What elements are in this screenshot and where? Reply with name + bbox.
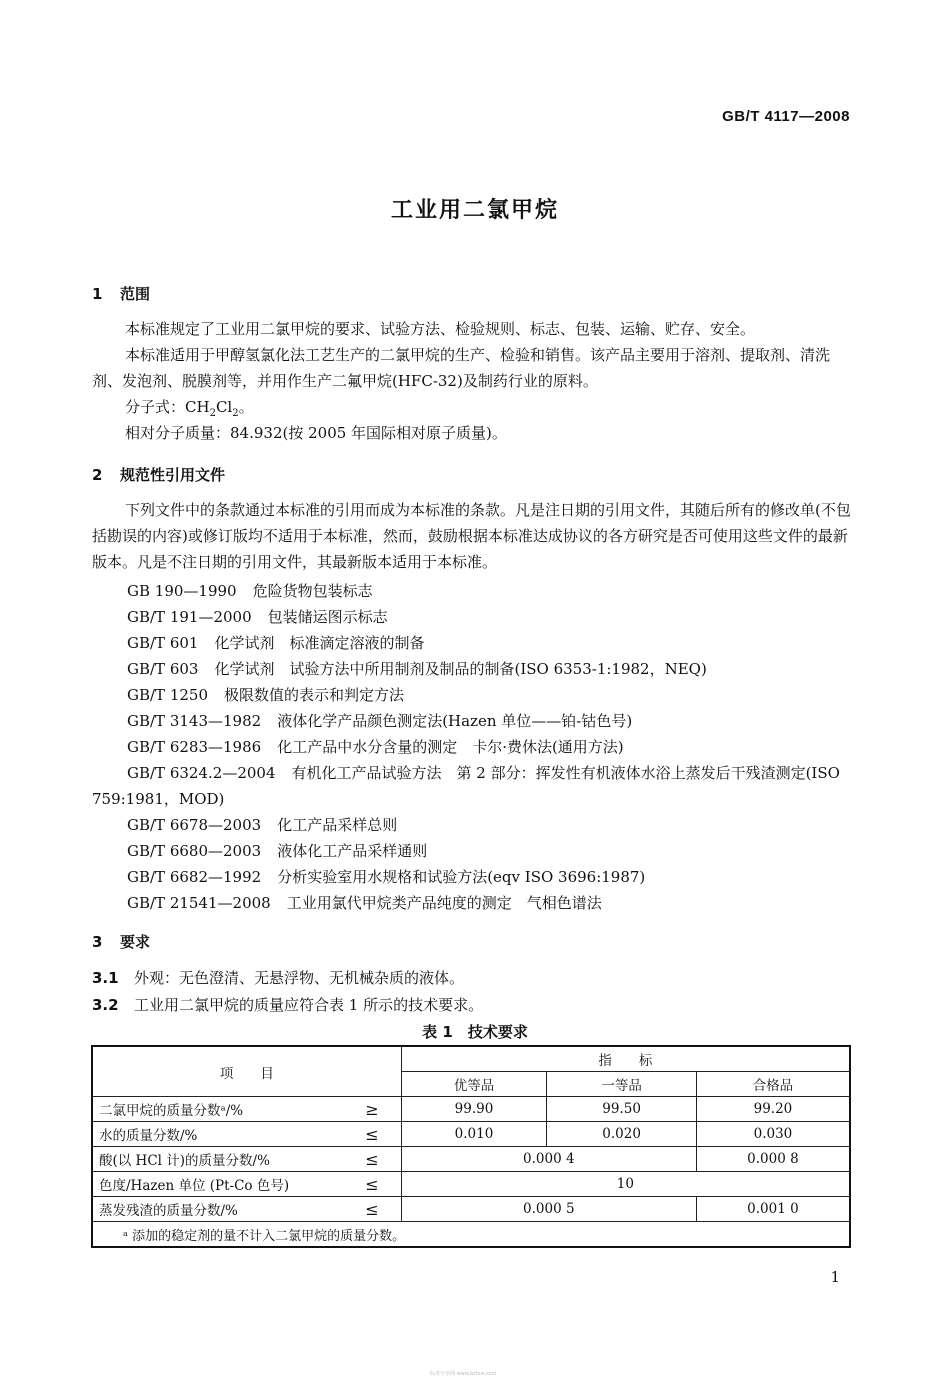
- technical-requirements-table: [91, 1045, 851, 1248]
- cell-value: 0.030: [696, 1122, 850, 1147]
- reference-title: 工业用氯代甲烷类产品纯度的测定 气相色谱法: [286, 894, 602, 912]
- reference-item: [127, 736, 624, 757]
- clause-3-1: [92, 967, 464, 988]
- reference-title: 化学试剂 试验方法中所用制剂及制品的制备(ISO 6353-1:1982，NEQ): [214, 660, 707, 678]
- reference-code: GB/T 601: [127, 634, 199, 652]
- table-footnote-row: [92, 1222, 850, 1248]
- reference-code: GB/T 6324.2—2004: [127, 764, 276, 782]
- reference-title: 分析实验室用水规格和试验方法(eqv ISO 3696:1987): [277, 868, 646, 886]
- table-row: [92, 1197, 850, 1222]
- footer-stamp: 标准分享网 www.bzfxw.com: [430, 1371, 497, 1377]
- reference-title: 包装储运图示标志: [267, 608, 388, 626]
- row-label: 蒸发残渣的质量分数/%: [92, 1197, 355, 1222]
- reference-title: 有机化工产品试验方法 第 2 部分：挥发性有机液体水浴上蒸发后干残渣测定(ISO 759:1981，MOD): [92, 764, 840, 808]
- reference-code: GB/T 6680—2003: [127, 842, 262, 860]
- reference-item: [127, 866, 645, 887]
- grade-qualified: 合格品: [696, 1072, 850, 1097]
- grade-premium: 优等品: [401, 1072, 547, 1097]
- reference-title: 危险货物包装标志: [252, 582, 373, 600]
- section-number: 3: [92, 933, 103, 951]
- formula-subscript: 2: [209, 408, 216, 419]
- row-symbol: ≥: [355, 1097, 401, 1122]
- reference-code: GB/T 6682—1992: [127, 868, 262, 886]
- scope-paragraph-2: 本标准适用于甲醇氢氯化法工艺生产的二氯甲烷的生产、检验和销售。该产品主要用于溶剂、提取剂、清洗剂、发泡剂、脱膜剂等，并用作生产二氟甲烷(HFC-32)及制药行业的原料。: [92, 346, 831, 390]
- document-title: 工业用二氯甲烷: [390, 198, 559, 223]
- formula-text: 分子式：CH: [125, 398, 210, 416]
- table-row: [92, 1097, 850, 1122]
- section-title: 范围: [120, 285, 151, 303]
- row-label: 水的质量分数/%: [92, 1122, 355, 1147]
- section-3-heading: [92, 931, 150, 952]
- row-label: 二氯甲烷的质量分数ᵃ/%: [92, 1097, 355, 1122]
- section-1-heading: [92, 283, 150, 304]
- reference-code: GB/T 3143—1982: [127, 712, 262, 730]
- formula-text: Cl: [215, 398, 233, 416]
- reference-item: [127, 814, 397, 835]
- reference-title: 化工产品中水分含量的测定 卡尔·费休法(通用方法): [277, 738, 624, 756]
- table-row: [92, 1122, 850, 1147]
- cell-value: 99.90: [401, 1097, 547, 1122]
- section-title: 规范性引用文件: [120, 466, 226, 484]
- reference-title: 液体化工产品采样通则: [277, 842, 428, 860]
- reference-code: GB/T 191—2000: [127, 608, 252, 626]
- reference-title: 液体化学产品颜色测定法(Hazen 单位——铂-钴色号): [277, 712, 633, 730]
- references-intro: 下列文件中的条款通过本标准的引用而成为本标准的条款。凡是注日期的引用文件，其随后所有的修改单(不包括勘误的内容)或修订版均不适用于本标准，然而，鼓励根据本标准达成协议的各方研究是否可使用这些文件的最新版本。凡是不注日期的引用文件，其最新版本适用于本标准。: [92, 501, 851, 571]
- cell-value: 99.20: [696, 1097, 850, 1122]
- header-index: 指 标: [401, 1046, 850, 1072]
- section-number: 2: [92, 466, 103, 484]
- table-row: [92, 1172, 850, 1197]
- table-header-row: [92, 1046, 850, 1072]
- cell-value: 0.000 5: [401, 1197, 696, 1222]
- reference-item: [127, 710, 632, 731]
- reference-item: [127, 658, 707, 679]
- reference-item: [127, 606, 388, 627]
- page-number: 1: [830, 1268, 840, 1286]
- reference-item: [127, 632, 424, 653]
- reference-title: 化工产品采样总则: [277, 816, 398, 834]
- cell-value: 0.010: [401, 1122, 547, 1147]
- reference-item: [127, 684, 404, 705]
- reference-title: 极限数值的表示和判定方法: [224, 686, 405, 704]
- reference-title: 化学试剂 标准滴定溶液的制备: [214, 634, 425, 652]
- cell-value: 10: [401, 1172, 850, 1197]
- section-number: 1: [92, 285, 103, 303]
- clause-number: 3.1: [92, 969, 119, 987]
- cell-value: 0.000 4: [401, 1147, 696, 1172]
- standard-number: GB/T 4117—2008: [722, 108, 850, 125]
- row-symbol: ≤: [355, 1197, 401, 1222]
- table-caption: 表 1 技术要求: [422, 1023, 528, 1041]
- scope-paragraph-1: 本标准规定了工业用二氯甲烷的要求、试验方法、检验规则、标志、包装、运输、贮存、安全。: [125, 320, 756, 338]
- reference-item: [92, 760, 856, 812]
- grade-first: 一等品: [547, 1072, 697, 1097]
- row-symbol: ≤: [355, 1172, 401, 1197]
- reference-item: [127, 580, 373, 601]
- table-row: [92, 1147, 850, 1172]
- row-symbol: ≤: [355, 1122, 401, 1147]
- section-2-heading: [92, 464, 225, 485]
- table-footnote: ᵃ 添加的稳定剂的量不计入二氯甲烷的质量分数。: [92, 1222, 850, 1248]
- reference-code: GB/T 603: [127, 660, 199, 678]
- reference-code: GB/T 6283—1986: [127, 738, 262, 756]
- clause-3-2: [92, 994, 483, 1015]
- row-label: 色度/Hazen 单位 (Pt-Co 色号): [92, 1172, 355, 1197]
- cell-value: 0.001 0: [696, 1197, 850, 1222]
- cell-value: 99.50: [547, 1097, 697, 1122]
- reference-code: GB 190—1990: [127, 582, 237, 600]
- molar-mass: 相对分子质量：84.932(按 2005 年国际相对原子质量)。: [125, 424, 507, 442]
- clause-text: 工业用二氯甲烷的质量应符合表 1 所示的技术要求。: [134, 996, 484, 1014]
- header-item: 项 目: [92, 1046, 401, 1097]
- cell-value: 0.000 8: [696, 1147, 850, 1172]
- clause-number: 3.2: [92, 996, 119, 1014]
- formula-text: 。: [238, 398, 254, 416]
- section-title: 要求: [120, 933, 151, 951]
- reference-code: GB/T 1250: [127, 686, 209, 704]
- cell-value: 0.020: [547, 1122, 697, 1147]
- reference-code: GB/T 6678—2003: [127, 816, 262, 834]
- reference-item: [127, 840, 427, 861]
- reference-item: [127, 892, 602, 913]
- row-symbol: ≤: [355, 1147, 401, 1172]
- reference-code: GB/T 21541—2008: [127, 894, 271, 912]
- row-label: 酸(以 HCl 计)的质量分数/%: [92, 1147, 355, 1172]
- formula-subscript: 2: [232, 408, 239, 419]
- clause-text: 外观：无色澄清、无悬浮物、无机械杂质的液体。: [134, 969, 465, 987]
